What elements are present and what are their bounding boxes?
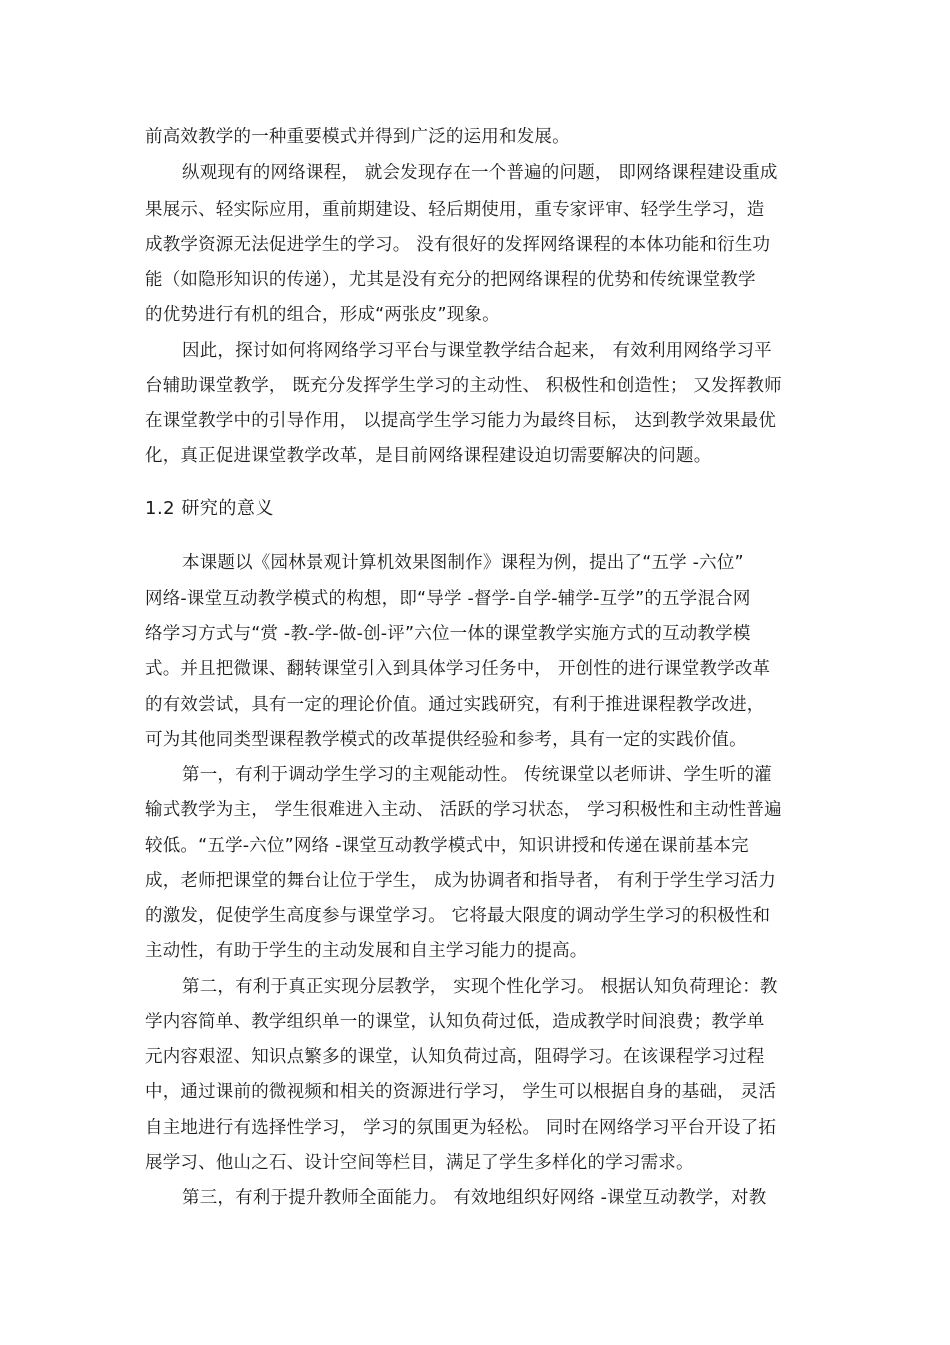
text-line: 台辅助课堂教学， 既充分发挥学生学习的主动性、 积极性和创造性； 又发挥教师	[145, 376, 782, 396]
section-heading: 1.2 研究的意义	[145, 498, 274, 519]
text-line: 学内容简单、教学组织单一的课堂，认知负荷过低，造成教学时间浪费；教学单	[145, 1012, 765, 1032]
text-line: 成，老师把课堂的舞台让位于学生， 成为协调者和指导者， 有利于学生学习活力	[145, 871, 777, 891]
text-line: 第二，有利于真正实现分层教学， 实现个性化学习。 根据认知负荷理论：教	[182, 977, 778, 997]
text-line: 第一，有利于调动学生学习的主观能动性。 传统课堂以老师讲、学生听的灌	[182, 765, 772, 785]
text-line: 式。并且把微课、翻转课堂引入到具体学习任务中， 开创性的进行课堂教学改革	[145, 659, 771, 679]
text-line: 能（如隐形知识的传递），尤其是没有充分的把网络课程的优势和传统课堂教学	[145, 270, 756, 290]
text-line: 在课堂教学中的引导作用， 以提高学生学习能力为最终目标， 达到教学效果最优	[145, 411, 777, 431]
text-line: 成教学资源无法促进学生的学习。 没有很好的发挥网络课程的本体功能和衍生功	[145, 235, 771, 255]
text-line: 化，真正促进课堂教学改革，是目前网络课程建设迫切需要解决的问题。	[145, 446, 712, 466]
text-line: 展学习、他山之石、设计空间等栏目，满足了学生多样化的学习需求。	[145, 1153, 694, 1173]
text-line: 因此，探讨如何将网络学习平台与课堂教学结合起来， 有效利用网络学习平	[182, 341, 772, 361]
text-line: 的激发，促使学生高度参与课堂学习。 它将最大限度的调动学生学习的积极性和	[145, 906, 771, 926]
text-line: 果展示、轻实际应用，重前期建设、轻后期使用，重专家评审、轻学生学习，造	[145, 200, 765, 220]
text-line: 输式教学为主， 学生很难进入主动、 活跃的学习状态， 学习积极性和主动性普遍	[145, 800, 782, 820]
text-line: 的优势进行有机的组合，形成“两张皮”现象。	[145, 305, 500, 325]
text-line: 第三，有利于提升教师全面能力。 有效地组织好网络 -课堂互动教学，对教	[182, 1188, 767, 1208]
text-line: 中，通过课前的微视频和相关的资源进行学习， 学生可以根据自身的基础， 灵活	[145, 1082, 777, 1102]
text-line: 可为其他同类型课程教学模式的改革提供经验和参考，具有一定的实践价值。	[145, 730, 747, 750]
text-line: 较低。“五学-六位”网络 -课堂互动教学模式中，知识讲授和传递在课前基本完	[145, 836, 749, 856]
text-line: 本课题以《园林景观计算机效果图制作》课程为例，提出了“五学 -六位”	[182, 553, 744, 573]
text-line: 自主地进行有选择性学习， 学习的氛围更为轻松。 同时在网络学习平台开设了拓	[145, 1118, 777, 1138]
text-line: 网络-课堂互动教学模式的构想，即“导学 -督学-自学-辅学-互学”的五学混合网	[145, 589, 751, 609]
text-line: 的有效尝试，具有一定的理论价值。通过实践研究，有利于推进课程教学改进，	[145, 695, 765, 715]
text-line: 元内容艰涩、知识点繁多的课堂，认知负荷过高，阻碍学习。在该课程学习过程	[145, 1047, 765, 1067]
text-line: 前高效教学的一种重要模式并得到广泛的运用和发展。	[145, 127, 570, 147]
text-line: 纵观现有的网络课程， 就会发现存在一个普遍的问题， 即网络课程建设重成	[182, 163, 778, 183]
text-line: 主动性，有助于学生的主动发展和自主学习能力的提高。	[145, 941, 588, 961]
text-line: 络学习方式与“赏 -教-学-做-创-评”六位一体的课堂教学实施方式的互动教学模	[145, 624, 751, 644]
